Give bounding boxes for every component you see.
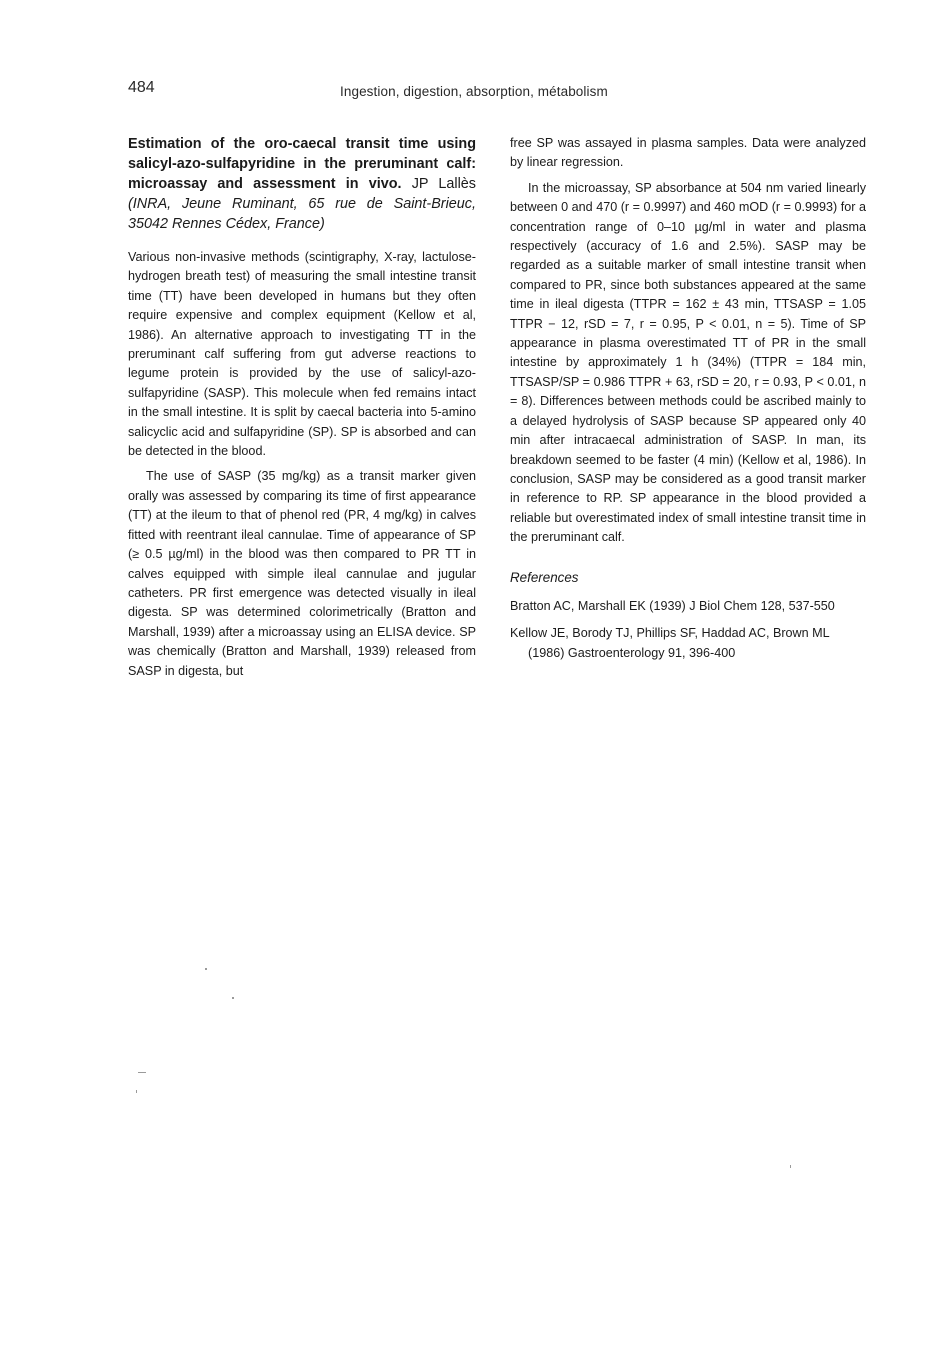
left-column xyxy=(128,134,476,687)
references-heading: References xyxy=(510,569,579,585)
right-column xyxy=(510,134,866,671)
reference-item: Bratton AC, Marshall EK (1939) J Biol Chem 128, 537-550 xyxy=(510,598,835,613)
scan-speck xyxy=(138,1072,146,1073)
page-number: 484 xyxy=(128,79,155,96)
reference-item: Kellow JE, Borody TJ, Phillips SF, Haddad AC, Brown ML (1986) Gastroenterology 91, 396-400 xyxy=(510,626,830,660)
body-paragraph: free SP was assayed in plasma samples. Data were analyzed by linear regression. xyxy=(510,136,866,170)
article-author: JP Lallès xyxy=(411,176,477,192)
running-head: Ingestion, digestion, absorption, métabolism xyxy=(340,84,608,99)
body-paragraph: The use of SASP (35 mg/kg) as a transit marker given orally was assessed by comparing its time of first appearance (TT) at the ileum to that of phenol red (PR, 4 mg/kg) in calves fitted with reentrant ileal cannulae. Time of appearance of SP (≥ 0.5 µg/ml) in the blood was then compared to PR TT in calves equipped with simple ileal cannulae and jugular catheters. PR first emergence was detected visually in ileal digesta. SP was determined colorimetrically (Bratton and Marshall, 1939) after a microassay using an ELISA device. SP was chemically (Bratton and Marshall, 1939) released from SASP in digesta, but xyxy=(128,469,476,678)
scan-speck xyxy=(790,1165,791,1168)
scan-speck xyxy=(205,968,207,970)
article-title-block xyxy=(128,134,476,234)
body-paragraph: Various non-invasive methods (scintigraphy, X-ray, lactulose-hydrogen breath test) of measuring the small intestine transit time (TT) have been developed in humans but they often require expensive and complex equipment (Kellow et al, 1986). An alternative approach to investigating TT in the preruminant calf suffering from gut adverse reactions to legume protein is provided by the use of salicyl-azo-sulfapyridine (SASP). This molecule when fed remains intact in the small intestine. It is split by caecal bacteria into 5-amino salicyclic acid and sulfapyridine (SP). SP is absorbed and can be detected in the blood. xyxy=(128,250,476,459)
scan-speck xyxy=(232,997,234,999)
scan-speck xyxy=(136,1090,137,1093)
article-title: Estimation of the oro-caecal transit time using salicyl-azo-sulfapyridine in the preruminant calf: microassay and assessment in vivo. xyxy=(128,136,476,192)
body-paragraph: In the microassay, SP absorbance at 504 nm varied linearly between 0 and 470 (r = 0.9997) and 460 mOD (r = 0.9993) for a concentration range of 0–10 µg/ml in water and plasma respectively (accuracy of 1.6 and 2.5%). SASP may be regarded as a suitable marker of small intestine transit when compared to PR, since both substances appeared at the same time in ileal digesta (TTPR = 162 ± 43 min, TTSASP = 1.05 TTPR − 12, rSD = 7, r = 0.95, P < 0.01, n = 5). Time of SP appearance in plasma overestimated TT of PR in the small intestine by approximately 1 h (34%) (TTPR = 184 min, TTSASP/SP = 0.986 TTPR + 63, rSD = 20, r = 0.93, P < 0.01, n = 8). Differences between methods could be ascribed mainly to a delayed hydrolysis of SASP because SP appeared only 40 min after intracaecal administration of SASP. In man, its breakdown seemed to be faster (4 min) (Kellow et al, 1986). In conclusion, SASP may be considered as a good transit marker in reference to RP. SP appearance in the blood provided a reliable but overestimated index of small intestine transit time in the preruminant calf. xyxy=(510,180,866,545)
article-affiliation: (INRA, Jeune Ruminant, 65 rue de Saint-Brieuc, 35042 Rennes Cédex, France) xyxy=(128,196,476,232)
